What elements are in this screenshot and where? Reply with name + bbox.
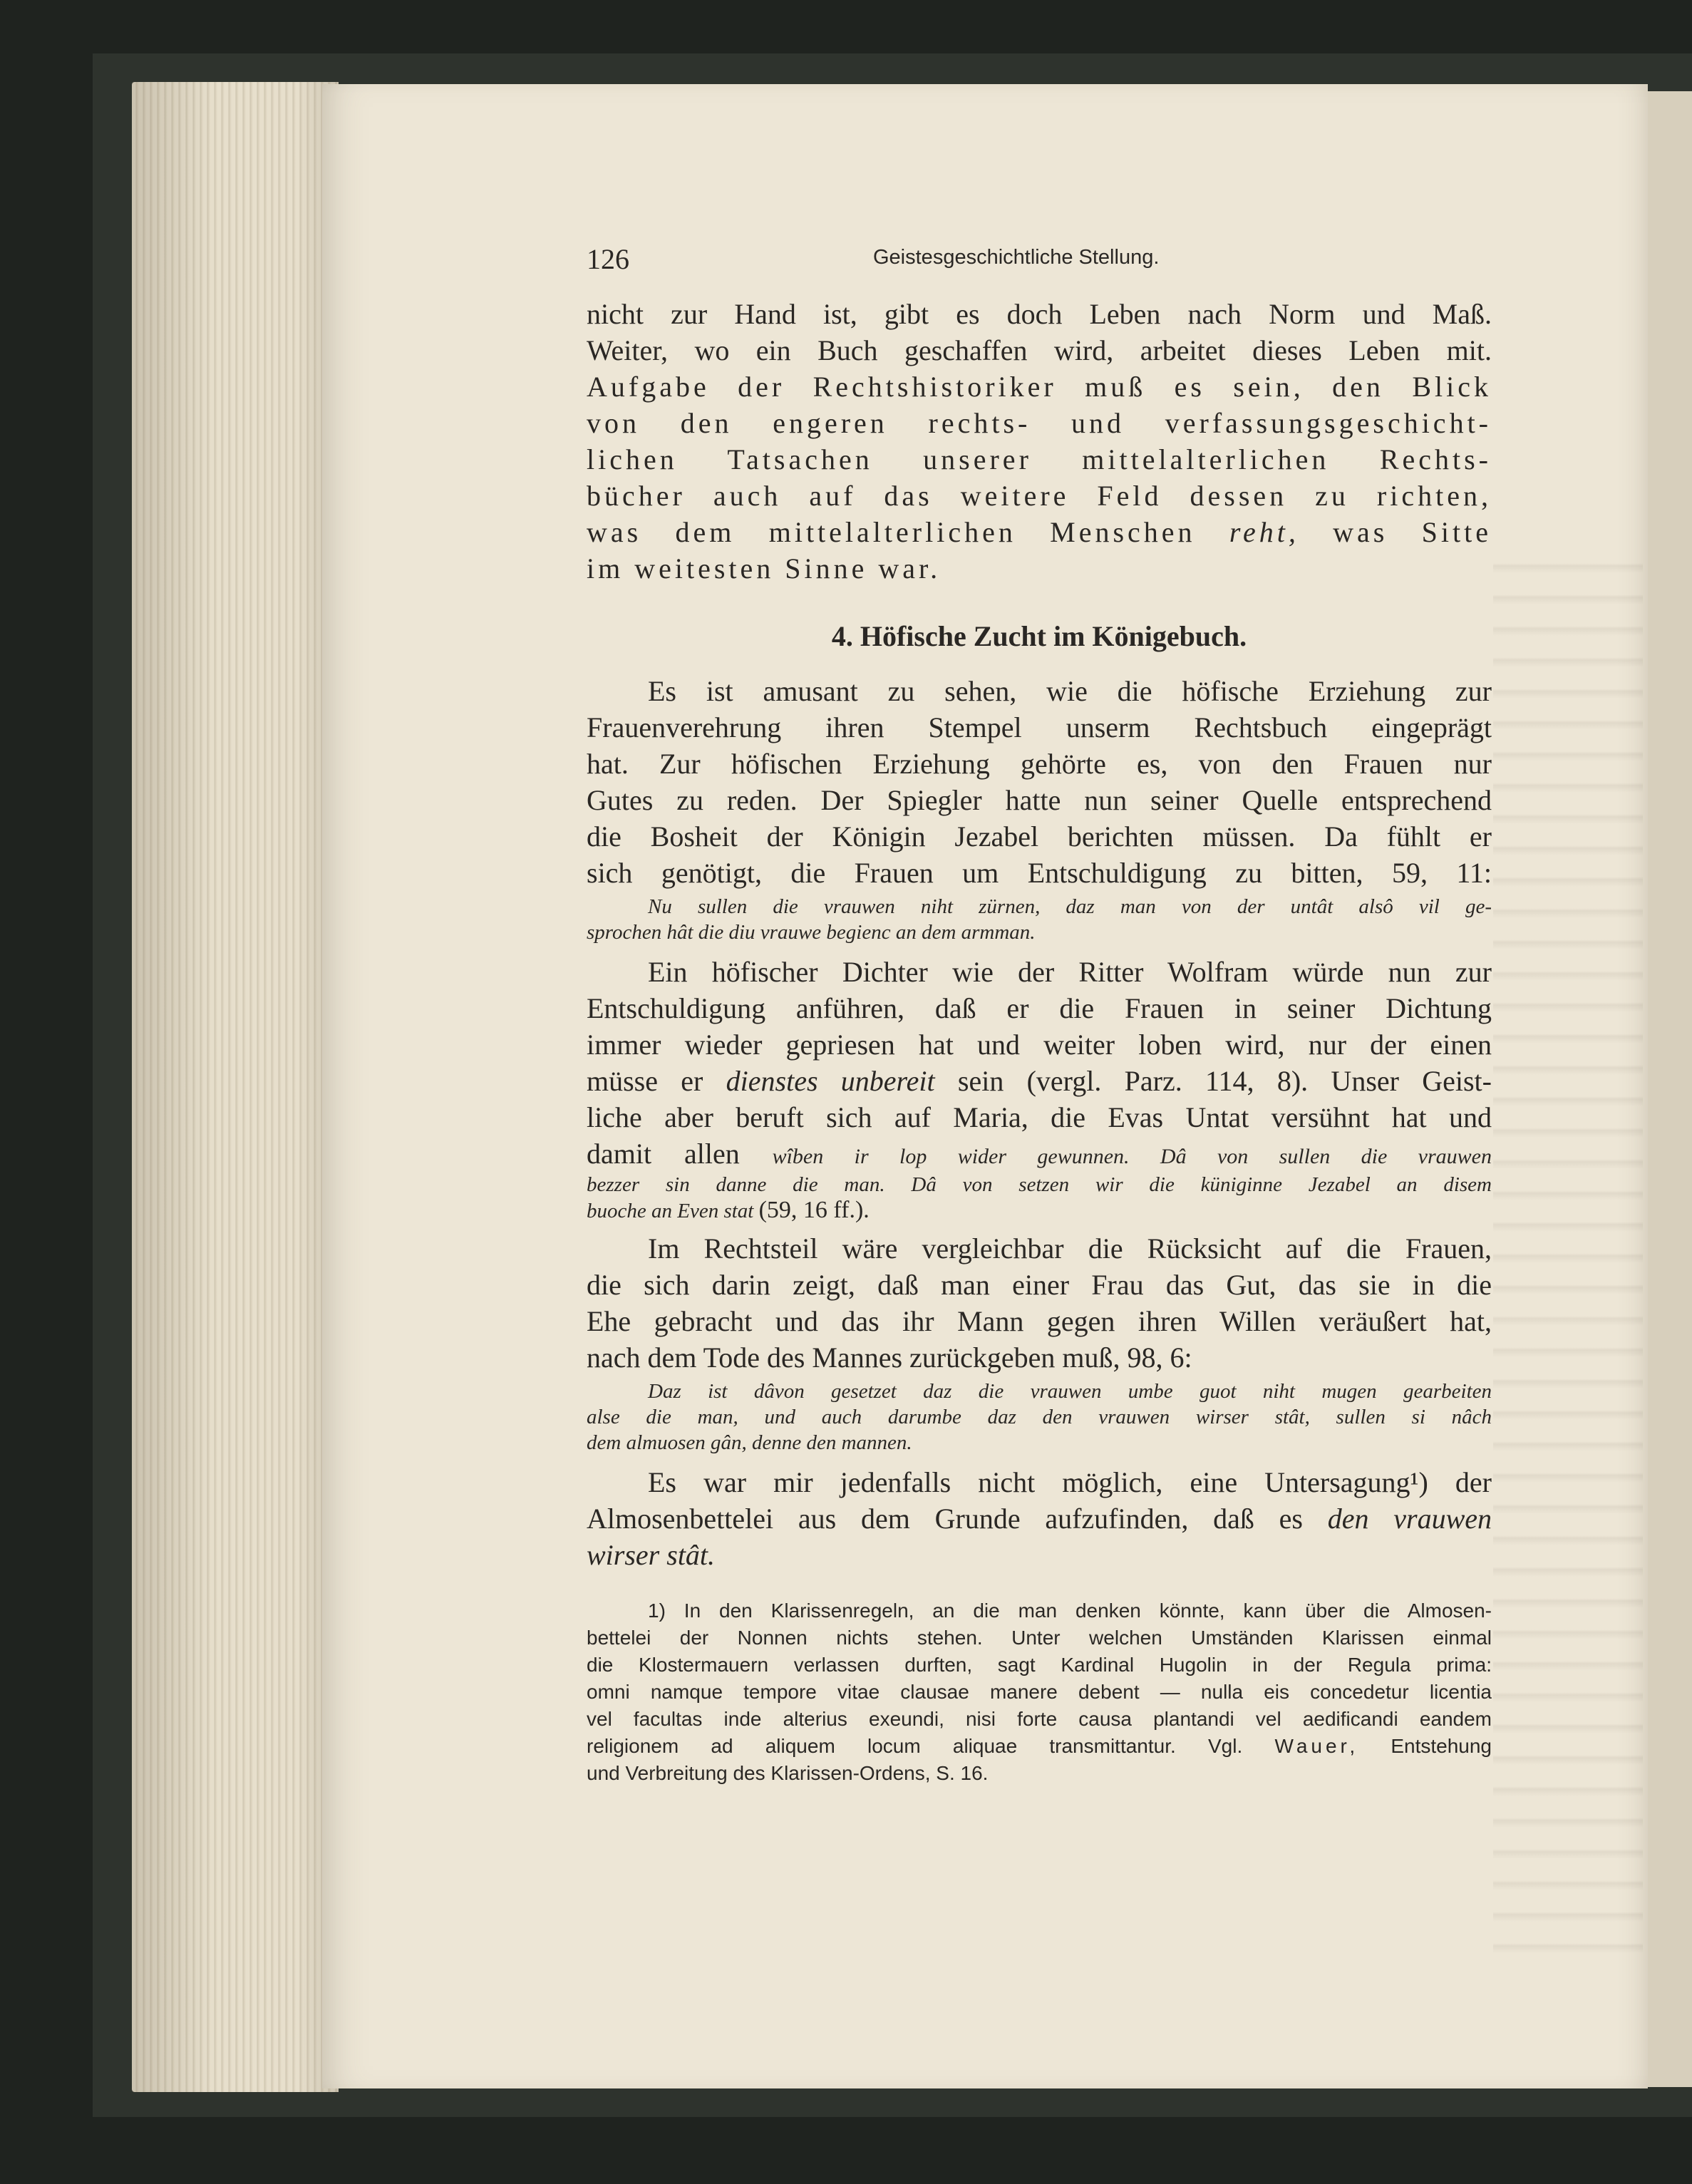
text-line: Gutes zu reden. Der Spiegler hatte nun seiner Quelle entsprechend [587, 784, 1492, 816]
quote-line: Daz ist dâvon gesetzet daz die vrauwen umbe guot niht mugen gearbeiten [648, 1380, 1492, 1403]
text-line [587, 514, 1492, 550]
text-line: Es ist amusant zu sehen, wie die höfische Erziehung zur [648, 675, 1492, 707]
text-line: sich genötigt, die Frauen um Entschuldigung zu bitten, 59, 11: [587, 857, 1492, 889]
text-run: was dem mittelalterlichen Menschen [587, 516, 1196, 548]
text-line: Im Rechtsteil wäre vergleichbar die Rücksicht auf die Frauen, [648, 1232, 1492, 1264]
text-line: die Bosheit der Königin Jezabel berichten müssen. Da fühlt er [587, 820, 1492, 853]
text-line: hat. Zur höfischen Erziehung gehörte es, von den Frauen nur [587, 748, 1492, 780]
quote-line: bezzer sin danne die man. Dâ von setzen wir die küniginne Jezabel an disem [587, 1173, 1492, 1196]
text-line: Es war mir jedenfalls nicht möglich, eine Untersagung¹) der [648, 1466, 1492, 1498]
text-line: Entschuldigung anführen, daß er die Frauen in seiner Dichtung [587, 992, 1492, 1024]
text-line: immer wieder gepriesen hat und weiter loben wird, nur der einen [587, 1029, 1492, 1061]
page-number: 126 [587, 243, 629, 275]
text-run: (59, 16 ff.). [758, 1197, 870, 1223]
emphasis-dienstes: dienstes unbereit [726, 1065, 935, 1097]
main-text [587, 296, 1492, 1787]
footnote-line: vel facultas inde alterius exeundi, nisi forte causa plantandi vel aedificandi eandem [587, 1708, 1492, 1730]
facing-page-edge [1648, 91, 1692, 2087]
text-line [587, 1500, 1492, 1537]
paragraph-5 [587, 1464, 1492, 1573]
text-line: bücher auch auf das weitere Feld dessen zu richten, [587, 480, 1492, 512]
text-run: müsse er [587, 1065, 703, 1097]
page-edges-shading [132, 82, 339, 2092]
footnote-line: 1) In den Klarissenregeln, an die man denken könnte, kann über die Almosen- [648, 1600, 1492, 1622]
quotation-1 [587, 894, 1492, 945]
text-run: Entstehung [1391, 1735, 1492, 1757]
text-line: nach dem Tode des Mannes zurückgeben muß, 98, 6: [587, 1341, 1192, 1374]
quote-line: Nu sullen die vrauwen niht zürnen, daz man von der untât alsô vil ge- [648, 895, 1492, 918]
footnote-line [587, 1733, 1492, 1760]
paragraph-1 [587, 296, 1492, 587]
text-line: Weiter, wo ein Buch geschaffen wird, arbeitet dieses Leben mit. [587, 334, 1492, 366]
text-line [587, 1135, 1492, 1172]
text-line: nicht zur Hand ist, gibt es doch Leben nach Norm und Maß. [587, 298, 1492, 330]
footnote-line: und Verbreitung des Klarissen-Ordens, S. 16. [587, 1762, 989, 1784]
running-head: Geistesgeschichtliche Stellung. [873, 246, 1160, 269]
emphasis-wirser: wirser stât. [587, 1539, 716, 1571]
text-line [587, 1537, 1492, 1573]
footnote [587, 1597, 1492, 1787]
text-run: religionem ad aliquem locum aliquae transmittantur. Vgl. [587, 1735, 1243, 1757]
emphasis-reht: reht, [1229, 516, 1299, 548]
quote-line [587, 1197, 1492, 1223]
text-line: Ein höfischer Dichter wie der Ritter Wolfram würde nun zur [648, 956, 1492, 988]
inline-quote: wîben ir lop wider gewunnen. Dâ von sullen die vrauwen [772, 1145, 1492, 1168]
text-run: Almosenbettelei aus dem Grunde aufzufinden, daß es [587, 1503, 1303, 1535]
quotation-2 [587, 1379, 1492, 1456]
text-line: liche aber beruft sich auf Maria, die Evas Untat versühnt hat und [587, 1101, 1492, 1133]
emphasis-vrauwen: den vrauwen [1327, 1503, 1492, 1535]
author-name: Wauer, [1274, 1735, 1359, 1757]
footnote-line: bettelei der Nonnen nichts stehen. Unter welchen Umständen Klarissen einmal [587, 1627, 1492, 1649]
footnote-line: die Klostermauern verlassen durften, sagt Kardinal Hugolin in der Regula prima: [587, 1654, 1492, 1676]
text-line: Ehe gebracht und das ihr Mann gegen ihren Willen veräußert hat, [587, 1305, 1492, 1337]
paragraph-3 [587, 954, 1492, 1223]
page-header [587, 242, 1492, 285]
quote-line: dem almuosen gân, denne den mannen. [587, 1431, 912, 1454]
quote-line: alse die man, und auch darumbe daz den vrauwen wirser stât, sullen si nâch [587, 1406, 1492, 1428]
text-run: buoche an Even stat [587, 1200, 754, 1222]
text-line [587, 1063, 1492, 1099]
section-heading: 4. Höfische Zucht im Königebuch. [831, 620, 1247, 652]
text-line: Aufgabe der Rechtshistoriker muß es sein, den Blick [587, 371, 1492, 403]
quote-line: sprochen hât die diu vrauwe begienc an dem armman. [587, 921, 1036, 944]
text-run: was Sitte [1333, 516, 1492, 548]
paragraph-2 [587, 673, 1492, 891]
text-run: damit allen [587, 1138, 740, 1170]
show-through-text [1493, 542, 1643, 1967]
text-line: von den engeren rechts- und verfassungsgeschicht- [587, 407, 1492, 439]
paragraph-4 [587, 1230, 1492, 1376]
text-line: die sich darin zeigt, daß man einer Frau das Gut, das sie in die [587, 1269, 1492, 1301]
text-run: sein (vergl. Parz. 114, 8). Unser Geist- [957, 1065, 1492, 1097]
text-line: Frauenverehrung ihren Stempel unserm Rechtsbuch eingeprägt [587, 711, 1492, 743]
text-line: im weitesten Sinne war. [587, 552, 942, 584]
text-line: lichen Tatsachen unserer mittelalterlichen Rechts- [587, 443, 1492, 475]
footnote-line: omni namque tempore vitae clausae manere debent — nulla eis concedetur licentia [587, 1681, 1492, 1703]
